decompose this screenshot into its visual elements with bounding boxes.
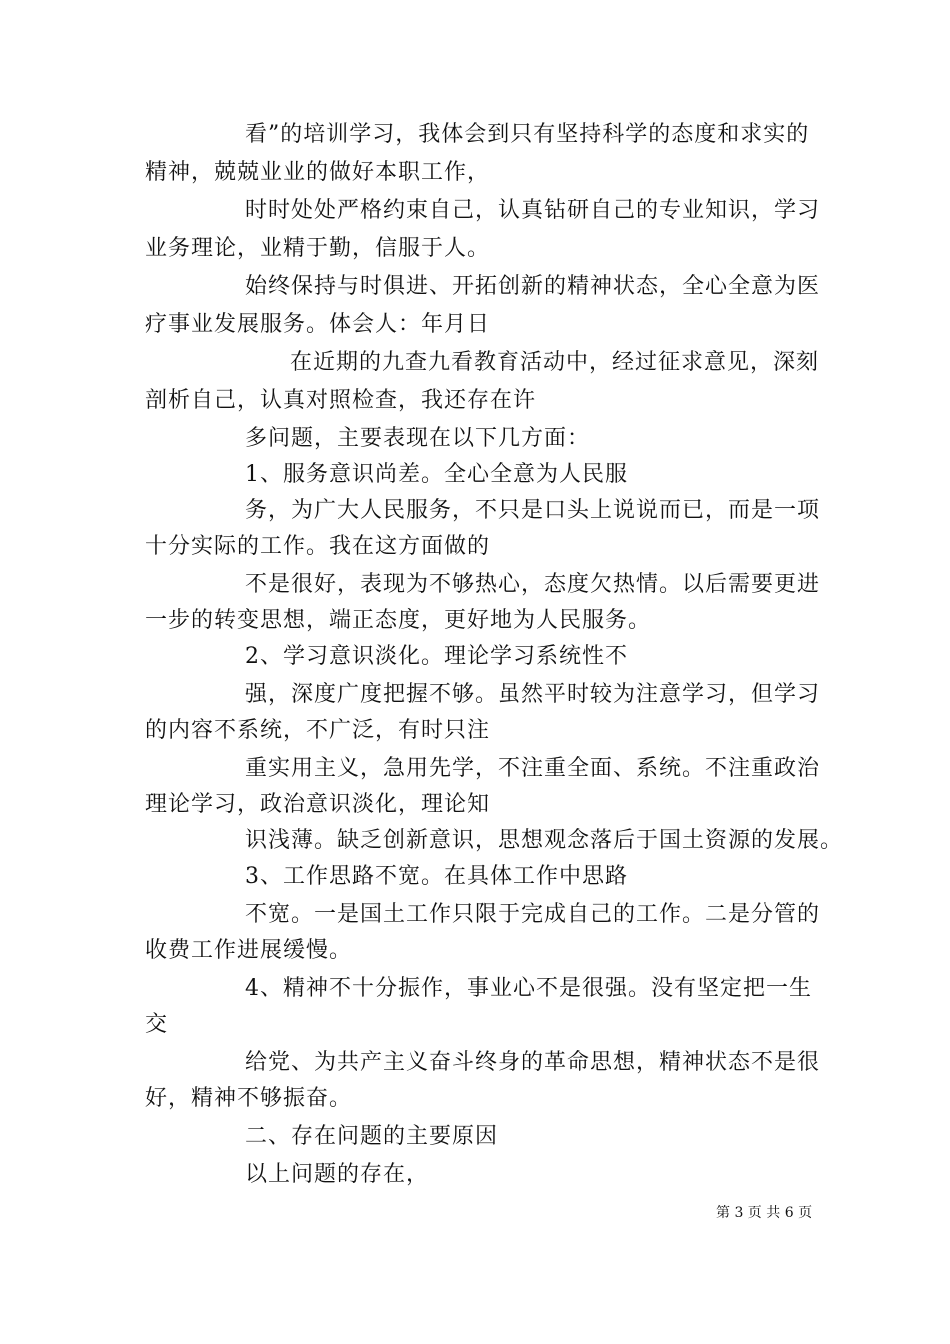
text-line: 重实用主义，急用先学，不注重全面、系统。不注重政治 [245, 756, 821, 781]
text-line: 3、工作思路不宽。在具体工作中思路 [245, 864, 628, 889]
text-line: 务，为广大人民服务，不只是口头上说说而已，而是一项 [245, 498, 821, 523]
text-line: 1、服务意识尚差。全心全意为人民服 [245, 462, 628, 487]
text-line: 给党、为共产主义奋斗终身的革命思想，精神状态不是很 [245, 1050, 821, 1075]
text-line: 剖析自己，认真对照检查，我还存在许 [145, 388, 537, 413]
text-line: 理论学习，政治意识淡化，理论知 [145, 792, 491, 817]
text-line: 时时处处严格约束自己，认真钻研自己的专业知识，学习 [245, 198, 821, 223]
text-line: 交 [145, 1012, 169, 1037]
text-line: 不宽。一是国土工作只限于完成自己的工作。二是分管的 [245, 902, 821, 927]
text-line: 多问题，主要表现在以下几方面： [245, 426, 591, 451]
text-line: 疗事业发展服务。体会人：年月日 [145, 312, 491, 337]
text-line: 看”的培训学习，我体会到只有坚持科学的态度和求实的 [245, 122, 810, 147]
text-line: 好，精神不够振奋。 [145, 1086, 353, 1111]
text-line: 2、学习意识淡化。理论学习系统性不 [245, 644, 628, 669]
text-line: 收费工作进展缓慢。 [145, 938, 353, 963]
text-line: 二、存在问题的主要原因 [245, 1124, 499, 1149]
text-line: 4、精神不十分振作，事业心不是很强。没有坚定把一生 [245, 976, 812, 1001]
text-line: 以上问题的存在， [245, 1162, 430, 1187]
text-line: 十分实际的工作。我在这方面做的 [145, 534, 491, 559]
text-line: 在近期的九查九看教育活动中，经过征求意见，深刻 [290, 350, 820, 375]
text-line: 强，深度广度把握不够。虽然平时较为注意学习，但学习 [245, 682, 821, 707]
text-line: 业务理论，业精于勤，信服于人。 [145, 236, 491, 261]
text-line: 识浅薄。缺乏创新意识，思想观念落后于国土资源的发展。 [245, 828, 844, 853]
text-line: 的内容不系统，不广泛，有时只注 [145, 718, 491, 743]
page-footer: 第 3 页 共 6 页 [716, 1205, 813, 1221]
text-line: 始终保持与时俱进、开拓创新的精神状态，全心全意为医 [245, 274, 821, 299]
text-line: 一步的转变思想，端正态度，更好地为人民服务。 [145, 608, 652, 633]
text-line: 精神，兢兢业业的做好本职工作， [145, 160, 491, 185]
text-line: 不是很好，表现为不够热心，态度欠热情。以后需要更进 [245, 572, 821, 597]
